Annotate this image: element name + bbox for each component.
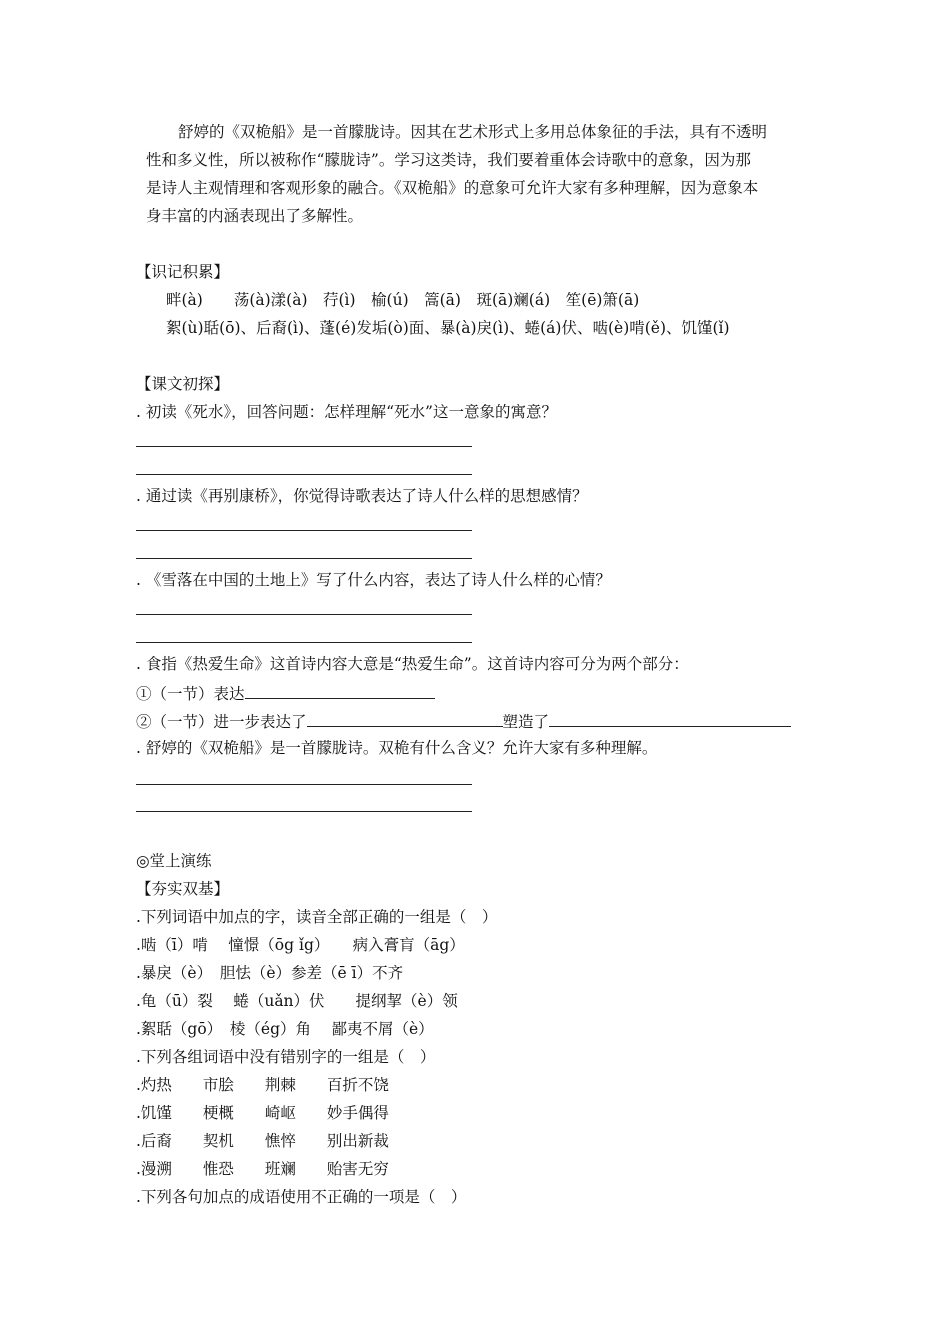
exercise-line-5: .絮聒（gō） 棱（ég）角 鄙夷不屑（è） (136, 1020, 434, 1038)
question-4-part-1 (136, 682, 435, 704)
answer-blank-1b[interactable] (136, 474, 472, 475)
answer-blank-5a[interactable] (136, 784, 472, 785)
exercise-line-6: .下列各组词语中没有错别字的一组是（ ） (136, 1048, 436, 1066)
exercise-line-3: .暴戾（è） 胆怯（è）参差（ē ī）不齐 (136, 964, 404, 982)
part-1-label: ①（一节）表达 (136, 685, 245, 703)
exercise-line-9: .后裔 契机 憔悴 别出新裁 (136, 1132, 389, 1150)
intro-line-4: 身丰富的内涵表现出了多解性。 (146, 207, 364, 225)
part-2-label: ②（一节）进一步表达了 (136, 713, 307, 731)
section-title-memory: 【识记积累】 (136, 263, 230, 281)
exercise-line-1: .下列词语中加点的字，读音全部正确的一组是（ ） (136, 908, 498, 926)
question-2: . 通过读《再别康桥》，你觉得诗歌表达了诗人什么样的思想感情？ (136, 487, 588, 505)
part-2-blank-a[interactable] (307, 710, 503, 727)
exercise-line-8: .饥馑 梗概 崎岖 妙手偶得 (136, 1104, 389, 1122)
exercise-line-10: .漫溯 惟恐 班斓 贻害无穷 (136, 1160, 389, 1178)
exercise-line-2: .啮（ī）啃 憧憬（ōg ǐg） 病入膏肓（āg） (136, 936, 465, 954)
exercise-line-4: .龟（ū）裂 蜷（uǎn）伏 提纲挈（è）领 (136, 992, 458, 1010)
section-title-explore: 【课文初探】 (136, 375, 230, 393)
intro-line-3: 是诗人主观情理和客观形象的融合。《双桅船》的意象可允许大家有多种理解，因为意象本 (146, 179, 759, 197)
answer-blank-1a[interactable] (136, 446, 472, 447)
intro-line-1: 舒婷的《双桅船》是一首朦胧诗。因其在艺术形式上多用总体象征的手法，具有不透明 (178, 123, 768, 141)
question-3: . 《雪落在中国的土地上》写了什么内容，表达了诗人什么样的心情？ (136, 571, 611, 589)
question-5: . 舒婷的《双桅船》是一首朦胧诗。双桅有什么含义？允许大家有多种理解。 (136, 739, 658, 757)
question-1: . 初读《死水》，回答问题：怎样理解“死水”这一意象的寓意？ (136, 403, 557, 421)
question-4-part-2 (136, 710, 791, 732)
answer-blank-3b[interactable] (136, 642, 472, 643)
part-2-blank-b[interactable] (549, 710, 791, 727)
answer-blank-3a[interactable] (136, 614, 472, 615)
exercise-line-11: .下列各句加点的成语使用不正确的一项是（ ） (136, 1188, 467, 1206)
part-1-blank[interactable] (245, 682, 435, 699)
answer-blank-5b[interactable] (136, 811, 472, 812)
part-2-label-b: 塑造了 (502, 713, 550, 731)
section-subtitle-basics: 【夯实双基】 (136, 880, 230, 898)
section-title-practice: ◎堂上演练 (136, 852, 212, 870)
pinyin-line-2: 絮(ù)聒(ō)、后裔(ì)、蓬(é)发垢(ò)面、暴(à)戾(ì)、蜷(á)伏、啮(è)啃(ě)、饥馑(ǐ) (166, 319, 730, 337)
pinyin-line-1: 畔(à) 荡(à)漾(à) 荇(ì) 榆(ú) 篙(ā) 斑(ā)斓(á) 笙(ē)箫(ā) (166, 291, 640, 309)
answer-blank-2a[interactable] (136, 530, 472, 531)
intro-line-2: 性和多义性，所以被称作“朦胧诗”。学习这类诗，我们要着重体会诗歌中的意象，因为那 (146, 151, 751, 169)
exercise-line-7: .灼热 市脍 荆棘 百折不饶 (136, 1076, 389, 1094)
question-4: . 食指《热爱生命》这首诗内容大意是“热爱生命”。这首诗内容可分为两个部分： (136, 655, 689, 673)
answer-blank-2b[interactable] (136, 558, 472, 559)
